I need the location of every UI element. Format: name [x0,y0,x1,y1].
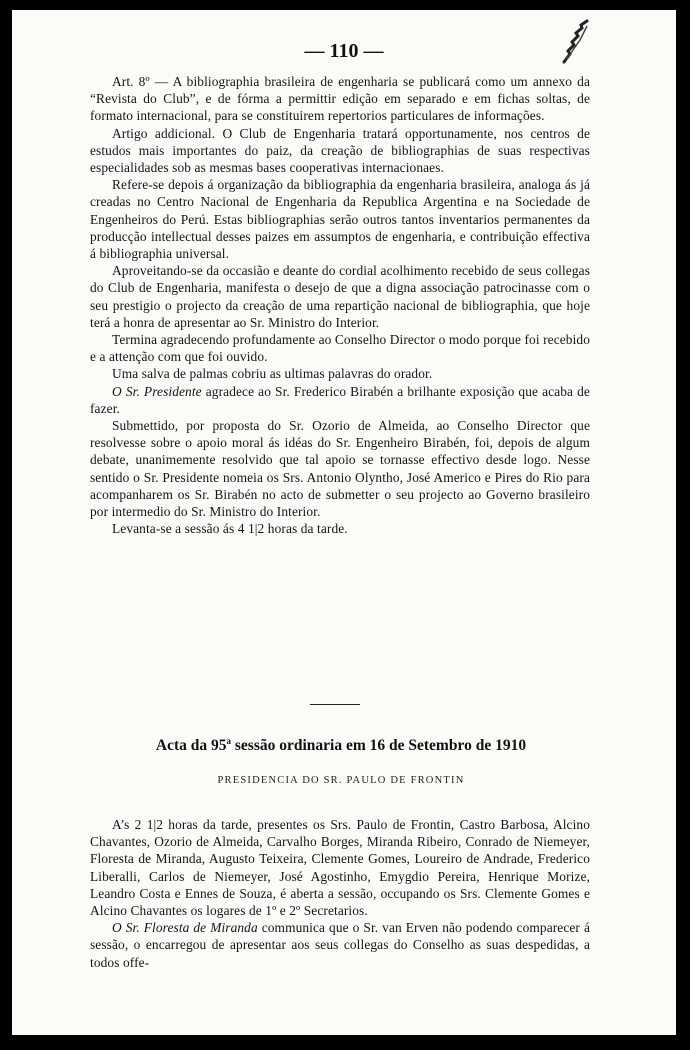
handwritten-mark [560,18,592,66]
paragraph-submettido: Submettido, por proposta do Sr. Ozorio de Almeida, ao Conselho Director que resolvesse sobre o apoio moral ás idéas do Sr. Engenheiro Birabén, foi, depois de algum debate, unanimemente resolvido que tal apoio se tornasse effectivo desde logo. Nesse sentido o Sr. Presidente nomeia os Srs. Antonio Olyntho, José Americo e Pires do Rio para acompanharem os Sr. Birabén no acto de submetter o seu projecto ao Governo brasileiro por intermedio do Sr. Ministro do Interior. [90,418,590,520]
speaker-name: O Sr. Presidente [112,383,202,399]
paragraph-termina: Termina agradecendo profundamente ao Conselho Director o modo porque foi recebido e a attenção com que foi ouvido. [90,332,590,365]
presidency-subheading: PRESIDENCIA DO SR. PAULO DE FRONTIN [217,775,465,786]
section-divider [310,704,360,705]
paragraph-refere-se: Refere-se depois á organização da bibliographia da engenharia brasileira, analoga ás já creadas no Centro Nacional de Engenharia da Republica Argentina e na Sociedade de Engenheiros do Perú. Estas bibliographias serão outros tantos inventarios permanentes da producção intellectual desses paizes em assumptos de engenharia, e contribuição effectiva á bibliographia universal. [90,177,590,262]
paragraph-salva: Uma salva de palmas cobriu as ultimas palavras do orador. [112,366,433,382]
section-heading: Acta da 95$^a$ sessão ordinaria em 16 de Setembro de 1910 [155,736,527,755]
paragraph-floresta: O Sr. Floresta de Miranda communica que o Sr. van Erven não podendo comparecer á sessão, o encarregou de apresentar aos seus collegas do Conselho as suas despedidas, a todos offe- [90,920,590,970]
document-page [12,10,676,1035]
paragraph-art-8: Art. 8º — A bibliographia brasileira de engenharia se publicará como um annexo da “Revista do Club”, e de fórma a permittir edição em separado e em fichas soltas, de formato internacional, para se constituirem repertorios particulares de informações. [90,74,590,124]
paragraph-presidente-agradece: O Sr. Presidente agradece ao Sr. Frederico Birabén a brilhante exposição que acaba de fazer. [90,383,590,416]
paragraph-aproveitando: Aproveitando-se da occasião e deante do cordial acolhimento recebido de seus collegas do Club de Engenharia, manifesta o desejo de que a digna associação patrocinasse com o seu prestigio o projecto da creação de uma repartição nacional de bibliographia, que hoje terá a honra de apresentar ao Sr. Ministro do Interior. [90,263,590,330]
body-text-bottom [90,816,590,971]
page-number: — 110 — [304,40,384,62]
paragraph-levanta-se: Levanta-se a sessão ás 4 1|2 horas da tarde. [112,521,348,537]
body-text-top [90,73,590,537]
speaker-name: O Sr. Floresta de Miranda [112,920,258,936]
paragraph-attendance: A’s 2 1|2 horas da tarde, presentes os Srs. Paulo de Frontin, Castro Barbosa, Alcino Chavantes, Ozorio de Almeida, Carvalho Borges, Miranda Ribeiro, Conrado de Niemeyer, Floresta de Miranda, Augusto Teixeira, Clemente Gomes, Loureiro de Andrade, Frederico Liberalli, Carlos de Niemeyer, José Agostinho, Emygdio Pereira, Henrique Morize, Leandro Costa e Ennes de Souza, é aberta a sessão, occupando os Srs. Clemente Gomes e Alcino Chavantes os logares de 1º e 2º Secretarios. [90,817,590,919]
paragraph-artigo-addicional: Artigo addicional. O Club de Engenharia tratará opportunamente, nos centros de estudos mais importantes do paiz, da creação de bibliographias de suas respectivas especialidades sob as mesmas bases cooperativas internacionaes. [90,125,590,176]
